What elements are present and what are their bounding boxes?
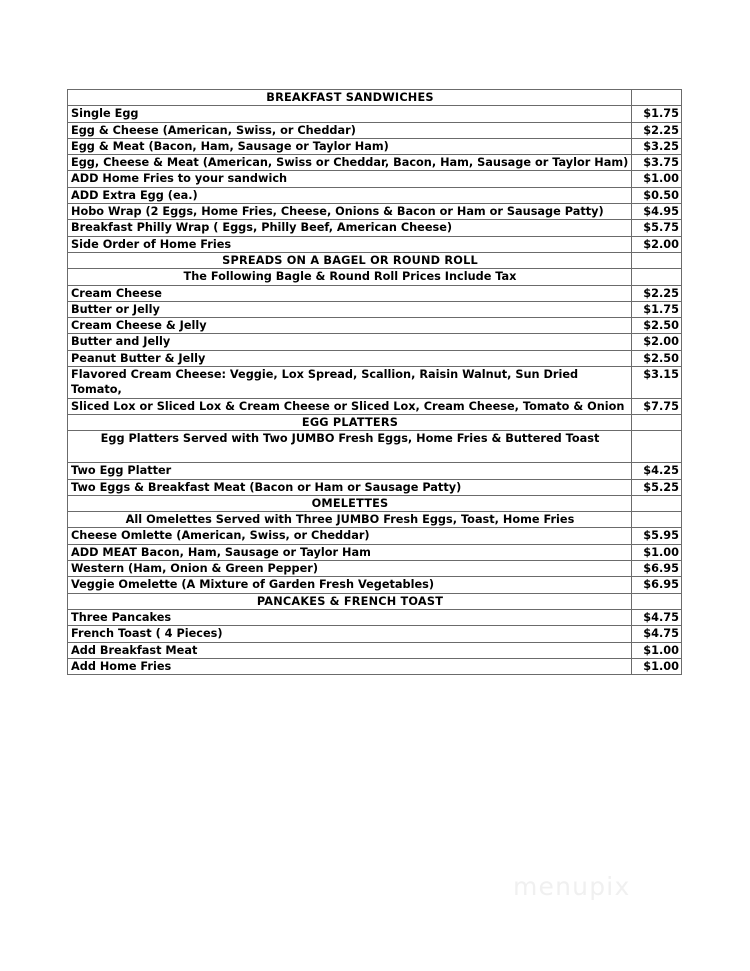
menu-item-name: Add Breakfast Meat — [68, 642, 632, 658]
menu-item-price: $1.75 — [632, 301, 682, 317]
menu-sheet — [67, 89, 681, 675]
menu-item-name: ADD Home Fries to your sandwich — [68, 171, 632, 187]
menu-row — [68, 236, 682, 252]
menu-table — [67, 89, 682, 675]
menu-row — [68, 285, 682, 301]
menu-item-name: Flavored Cream Cheese: Veggie, Lox Spread, Scallion, Raisin Walnut, Sun Dried Tomato, — [68, 367, 632, 399]
menu-item-name: Butter and Jelly — [68, 334, 632, 350]
menu-item-price: $5.25 — [632, 479, 682, 495]
menu-item-price: $1.00 — [632, 642, 682, 658]
menu-item-price — [632, 414, 682, 430]
menu-item-price — [632, 90, 682, 106]
menu-item-price: $4.75 — [632, 626, 682, 642]
menu-item-price: $2.50 — [632, 318, 682, 334]
menu-item-name: Add Home Fries — [68, 658, 632, 674]
menu-item-price: $4.95 — [632, 204, 682, 220]
menu-item-price — [632, 593, 682, 609]
menu-item-price: $3.25 — [632, 138, 682, 154]
menu-row — [68, 171, 682, 187]
menupix-watermark: menupix — [513, 872, 631, 901]
menu-item-price: $2.50 — [632, 350, 682, 366]
menu-row — [68, 414, 682, 430]
menu-section-note: All Omelettes Served with Three JUMBO Fresh Eggs, Toast, Home Fries — [68, 512, 632, 528]
menu-item-name: Veggie Omelette (A Mixture of Garden Fresh Vegetables) — [68, 577, 632, 593]
menu-row — [68, 463, 682, 479]
menu-section-header: EGG PLATTERS — [68, 414, 632, 430]
menu-item-name: ADD Extra Egg (ea.) — [68, 187, 632, 203]
menu-row — [68, 561, 682, 577]
menu-item-price: $6.95 — [632, 561, 682, 577]
menu-item-name: Sliced Lox or Sliced Lox & Cream Cheese or Sliced Lox, Cream Cheese, Tomato & Onion — [68, 398, 632, 414]
menu-section-header: OMELETTES — [68, 495, 632, 511]
menu-item-price — [632, 495, 682, 511]
menu-item-name: Peanut Butter & Jelly — [68, 350, 632, 366]
menu-item-price: $4.25 — [632, 463, 682, 479]
menu-row — [68, 106, 682, 122]
menu-item-name: Western (Ham, Onion & Green Pepper) — [68, 561, 632, 577]
menu-row — [68, 479, 682, 495]
menu-item-name: Egg & Meat (Bacon, Ham, Sausage or Taylor Ham) — [68, 138, 632, 154]
menu-item-price — [632, 512, 682, 528]
menu-item-name: Hobo Wrap (2 Eggs, Home Fries, Cheese, Onions & Bacon or Ham or Sausage Patty) — [68, 204, 632, 220]
menu-row — [68, 252, 682, 268]
menu-item-name: Two Eggs & Breakfast Meat (Bacon or Ham or Sausage Patty) — [68, 479, 632, 495]
menu-row — [68, 90, 682, 106]
menu-item-price: $2.00 — [632, 236, 682, 252]
menu-row — [68, 658, 682, 674]
menu-item-price: $3.75 — [632, 155, 682, 171]
menu-item-price: $2.25 — [632, 122, 682, 138]
menu-item-price: $1.00 — [632, 171, 682, 187]
menu-row — [68, 269, 682, 285]
menu-row — [68, 431, 682, 463]
menu-row — [68, 350, 682, 366]
menu-item-price — [632, 431, 682, 463]
menu-row — [68, 593, 682, 609]
menu-item-price: $1.00 — [632, 658, 682, 674]
menu-item-price: $2.25 — [632, 285, 682, 301]
menu-section-header: PANCAKES & FRENCH TOAST — [68, 593, 632, 609]
menu-row — [68, 204, 682, 220]
menu-row — [68, 512, 682, 528]
menu-row — [68, 609, 682, 625]
menu-item-price: $6.95 — [632, 577, 682, 593]
menu-section-note: Egg Platters Served with Two JUMBO Fresh Eggs, Home Fries & Buttered Toast — [68, 431, 632, 463]
menu-item-price: $1.75 — [632, 106, 682, 122]
menu-item-name: Egg & Cheese (American, Swiss, or Cheddar) — [68, 122, 632, 138]
menu-item-name: Egg, Cheese & Meat (American, Swiss or Cheddar, Bacon, Ham, Sausage or Taylor Ham) — [68, 155, 632, 171]
menu-row — [68, 528, 682, 544]
menu-row — [68, 301, 682, 317]
menu-row — [68, 220, 682, 236]
menu-item-price — [632, 269, 682, 285]
menu-item-price: $3.15 — [632, 367, 682, 399]
menu-section-note: The Following Bagle & Round Roll Prices Include Tax — [68, 269, 632, 285]
menu-item-name: Two Egg Platter — [68, 463, 632, 479]
menu-row — [68, 495, 682, 511]
menu-row — [68, 398, 682, 414]
menu-item-name: Cheese Omlette (American, Swiss, or Cheddar) — [68, 528, 632, 544]
menu-item-name: Cream Cheese — [68, 285, 632, 301]
menu-row — [68, 577, 682, 593]
menu-row — [68, 138, 682, 154]
menu-item-name: Cream Cheese & Jelly — [68, 318, 632, 334]
menu-row — [68, 187, 682, 203]
menu-row — [68, 544, 682, 560]
menu-table-body — [68, 90, 682, 675]
menu-item-price: $0.50 — [632, 187, 682, 203]
menu-row — [68, 367, 682, 399]
menu-row — [68, 318, 682, 334]
menu-item-name: Butter or Jelly — [68, 301, 632, 317]
menu-item-price: $1.00 — [632, 544, 682, 560]
menu-row — [68, 122, 682, 138]
menu-item-price: $4.75 — [632, 609, 682, 625]
menu-item-name: ADD MEAT Bacon, Ham, Sausage or Taylor Ham — [68, 544, 632, 560]
menu-row — [68, 642, 682, 658]
menu-item-price — [632, 252, 682, 268]
menu-item-name: Breakfast Philly Wrap ( Eggs, Philly Beef, American Cheese) — [68, 220, 632, 236]
menu-row — [68, 155, 682, 171]
menu-section-header: SPREADS ON A BAGEL OR ROUND ROLL — [68, 252, 632, 268]
menu-row — [68, 626, 682, 642]
menu-item-name: Single Egg — [68, 106, 632, 122]
menu-item-name: French Toast ( 4 Pieces) — [68, 626, 632, 642]
menu-item-name: Side Order of Home Fries — [68, 236, 632, 252]
menu-item-price: $7.75 — [632, 398, 682, 414]
menu-item-price: $5.75 — [632, 220, 682, 236]
menu-item-name: Three Pancakes — [68, 609, 632, 625]
menu-item-price: $5.95 — [632, 528, 682, 544]
menu-row — [68, 334, 682, 350]
menu-section-header: BREAKFAST SANDWICHES — [68, 90, 632, 106]
menu-item-price: $2.00 — [632, 334, 682, 350]
